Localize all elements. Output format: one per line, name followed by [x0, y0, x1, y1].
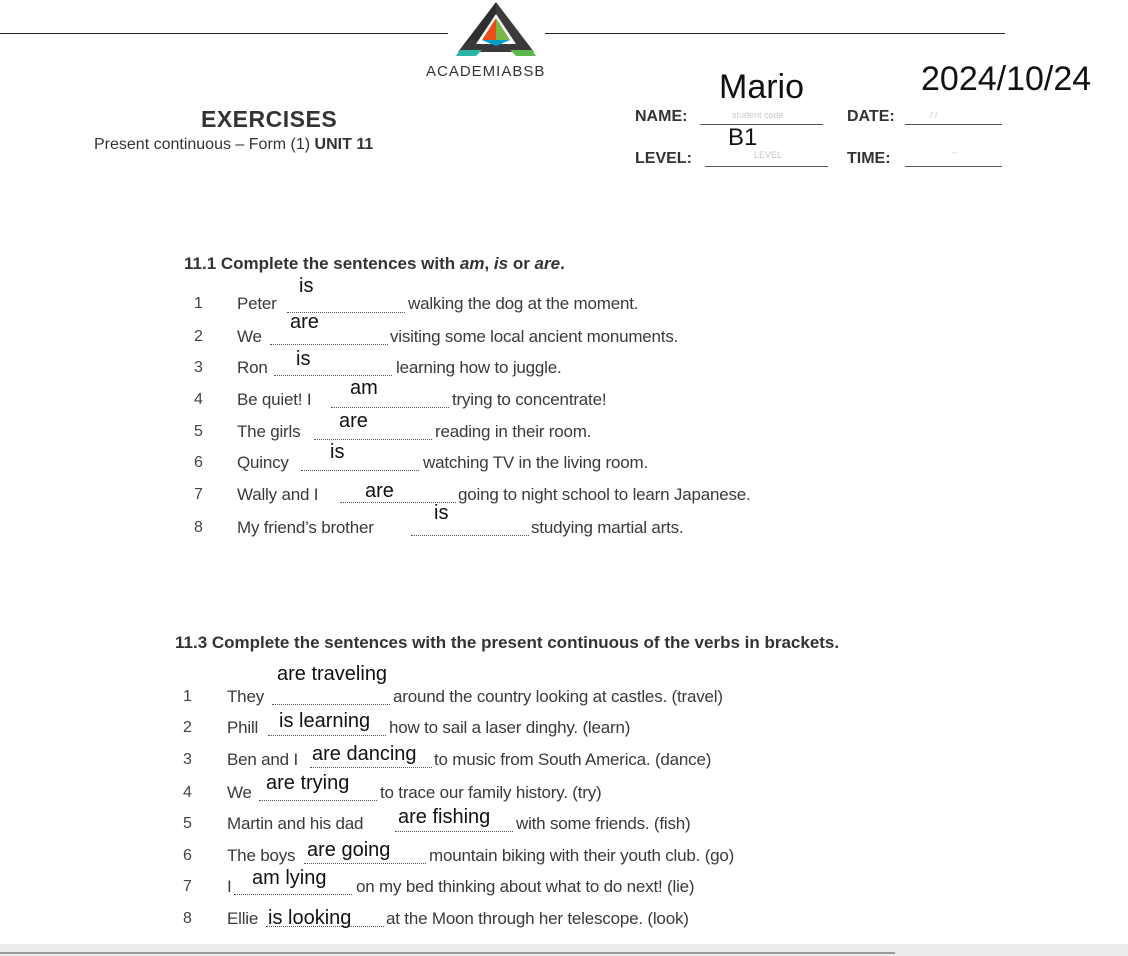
s1-answer-line: [314, 439, 432, 440]
s2-answer[interactable]: are going: [307, 839, 391, 861]
s1-item-before: Ron: [237, 358, 268, 377]
s2-item-before: We: [227, 783, 252, 802]
page-title: EXERCISES: [201, 106, 338, 132]
subtitle-text: Present continuous – Form (1): [94, 136, 315, 153]
s2-answer-line: [268, 735, 386, 736]
s2-answer-line: [304, 863, 426, 864]
s1-answer-line: [331, 407, 449, 408]
s1-item-number: 2: [194, 328, 203, 345]
s2-item-after: with some friends. (fish): [516, 814, 691, 833]
horizontal-scrollbar[interactable]: [0, 952, 895, 954]
time-placeholder: –: [952, 147, 958, 157]
section-2-title: 11.3 Complete the sentences with the present continuous of the verbs in brackets.: [175, 633, 840, 652]
section-1-title: 11.1 Complete the sentences with am, is or are.: [184, 254, 565, 273]
s2-item-number: 1: [183, 688, 192, 705]
s2-item-before: Martin and his dad: [227, 814, 364, 833]
date-field-line: [905, 124, 1002, 125]
s1-answer[interactable]: is: [434, 502, 449, 524]
date-label: DATE:: [847, 108, 895, 125]
s1-item-after: studying martial arts.: [531, 518, 684, 537]
level-placeholder: LEVEL: [754, 150, 783, 160]
s1-item-number: 4: [194, 391, 203, 408]
date-value[interactable]: 2024/10/24: [921, 60, 1092, 98]
s2-answer[interactable]: is learning: [279, 710, 371, 732]
subtitle-unit: UNIT 11: [314, 136, 374, 153]
s2-item-before: Phill: [227, 718, 259, 737]
s2-answer-line: [272, 704, 390, 705]
bottom-scroll-area: [0, 944, 1128, 956]
s1-answer[interactable]: are: [290, 311, 319, 333]
name-field-line: [700, 124, 823, 125]
s1-item-before: Wally and I: [237, 485, 319, 504]
s2-answer-line: [234, 894, 352, 895]
s2-item-after: to trace our family history. (try): [380, 783, 602, 802]
s1-answer-line: [301, 470, 419, 471]
s2-item-before: Ellie: [227, 909, 259, 928]
s2-item-before: I: [227, 877, 232, 896]
page-subtitle: [94, 136, 373, 154]
s1-item-after: watching TV in the living room.: [423, 453, 648, 472]
s1-item-after: walking the dog at the moment.: [408, 294, 639, 313]
date-placeholder: / /: [930, 110, 938, 120]
s2-answer[interactable]: is looking: [268, 907, 352, 929]
s2-item-before: They: [227, 687, 264, 706]
s1-answer-line: [270, 344, 388, 345]
s2-item-number: 3: [183, 751, 192, 768]
s1-item-before: The girls: [237, 422, 301, 441]
s2-item-number: 2: [183, 719, 192, 736]
s1-item-number: 8: [194, 519, 203, 536]
s1-item-before: Be quiet! I: [237, 390, 312, 409]
academia-logo-icon: [452, 0, 540, 58]
time-field-line: [905, 166, 1002, 167]
s2-item-after: at the Moon through her telescope. (look): [386, 909, 689, 928]
s1-item-after: going to night school to learn Japanese.: [458, 485, 751, 504]
s1-answer[interactable]: am: [350, 377, 378, 399]
s2-item-number: 6: [183, 847, 192, 864]
s1-answer-line: [274, 375, 392, 376]
s1-answer[interactable]: is: [330, 441, 345, 463]
s2-item-after: how to sail a laser dinghy. (learn): [389, 718, 631, 737]
title-am: am: [459, 254, 485, 273]
title-are: are: [534, 254, 561, 273]
s1-answer[interactable]: is: [299, 275, 314, 297]
s2-answer[interactable]: are traveling: [277, 663, 388, 685]
s2-item-number: 5: [183, 815, 192, 832]
level-label: LEVEL:: [635, 150, 692, 167]
s1-item-number: 5: [194, 423, 203, 440]
s1-answer[interactable]: are: [339, 410, 368, 432]
s2-item-after: mountain biking with their youth club. (go): [429, 846, 735, 865]
s1-item-after: trying to concentrate!: [452, 390, 607, 409]
s2-answer[interactable]: are fishing: [398, 806, 491, 828]
s2-item-after: on my bed thinking about what to do next! (lie): [356, 877, 695, 896]
s2-item-before: The boys: [227, 846, 296, 865]
title-is: is: [493, 254, 509, 273]
s2-answer[interactable]: are trying: [266, 772, 350, 794]
s1-item-after: learning how to juggle.: [396, 358, 562, 377]
header-rule-right: [545, 33, 1005, 34]
s1-item-number: 7: [194, 486, 203, 503]
s2-item-number: 7: [183, 878, 192, 895]
s1-item-before: Quincy: [237, 453, 289, 472]
brand-wordmark: ACADEMIABSB: [426, 63, 546, 80]
s1-item-before: We: [237, 327, 262, 346]
name-value[interactable]: Mario: [719, 68, 805, 106]
s1-item-after: visiting some local ancient monuments.: [390, 327, 679, 346]
name-label: NAME:: [635, 108, 688, 125]
s2-item-number: 8: [183, 910, 192, 927]
s2-item-after: around the country looking at castles. (travel): [393, 687, 723, 706]
s2-item-number: 4: [183, 784, 192, 801]
header-rule-left: [0, 33, 448, 34]
time-label: TIME:: [847, 150, 891, 167]
s1-answer[interactable]: is: [296, 348, 311, 370]
level-value[interactable]: B1: [728, 124, 758, 151]
s2-answer-line: [310, 767, 432, 768]
s1-item-number: 6: [194, 454, 203, 471]
s1-item-number: 1: [194, 295, 203, 312]
s1-item-before: My friend’s brother: [237, 518, 374, 537]
level-field-line: [705, 166, 828, 167]
s2-answer-line: [395, 831, 513, 832]
s1-item-after: reading in their room.: [435, 422, 592, 441]
name-placeholder: student code: [732, 110, 784, 120]
s2-item-before: Ben and I: [227, 750, 298, 769]
s1-answer-line: [411, 535, 529, 536]
s1-item-before: Peter: [237, 294, 277, 313]
s1-item-number: 3: [194, 359, 203, 376]
s1-answer[interactable]: are: [365, 480, 394, 502]
s2-item-after: to music from South America. (dance): [434, 750, 712, 769]
s2-answer[interactable]: am lying: [252, 867, 327, 889]
s2-answer-line: [259, 800, 377, 801]
s2-answer[interactable]: are dancing: [312, 743, 417, 765]
